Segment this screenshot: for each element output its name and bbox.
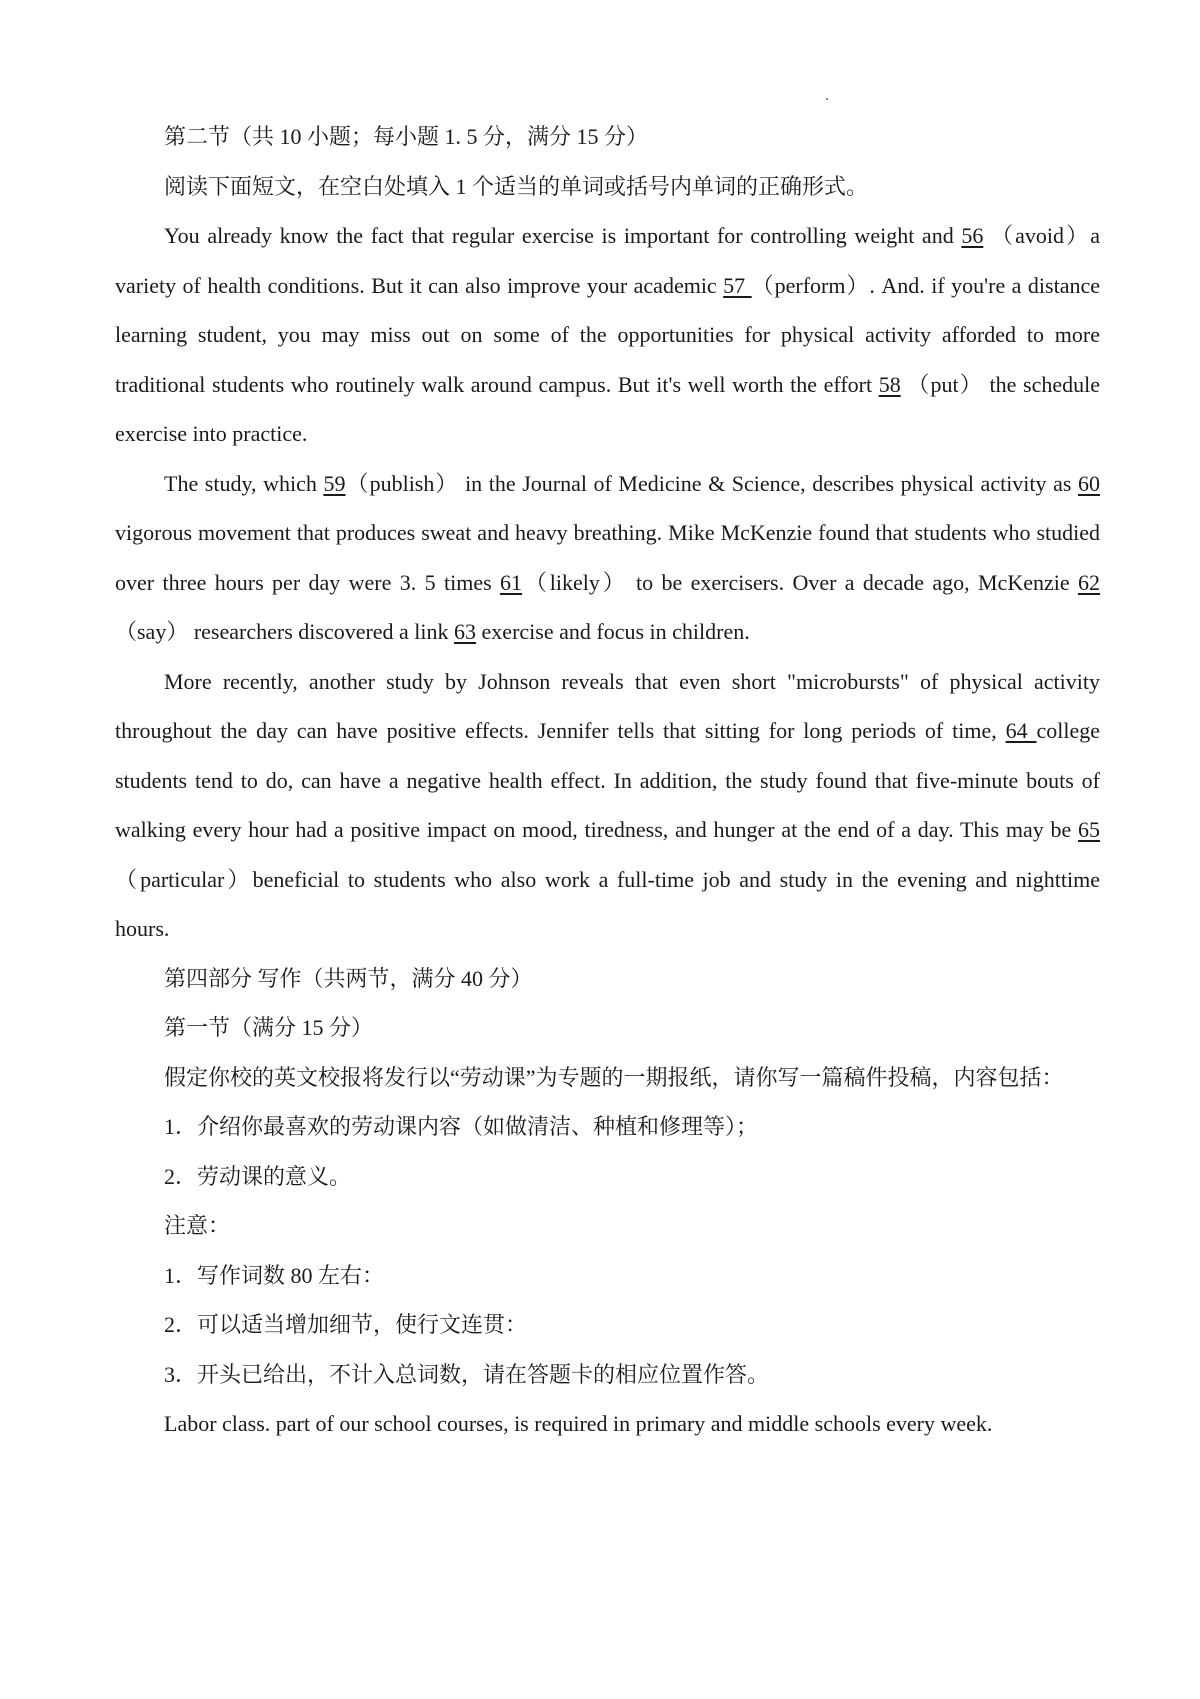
section1-heading: 第一节（满分 15 分） bbox=[164, 1015, 374, 1040]
blank-56: 56 bbox=[961, 223, 984, 248]
passage-paragraph-1 bbox=[115, 211, 1100, 459]
passage-paragraph-3 bbox=[115, 657, 1100, 954]
stray-dot bbox=[826, 98, 828, 100]
blank-58: 58 bbox=[878, 371, 901, 397]
text-run: exercise and focus in children. bbox=[476, 619, 750, 644]
text-run: （perform）. And. if you're a distance learning student, you may miss out on some of the opportunities for physical activity afforded to more traditional students who routinely walk around campus. But it's well worth the effort bbox=[115, 272, 1101, 397]
opening-sentence: Labor class. part of our school courses, is required in primary and middle schools every week. bbox=[164, 1411, 993, 1436]
text-run: vigorous movement that produces sweat and heavy breathing. Mike McKenzie found that students who studied over three hours per day were 3. 5 times bbox=[115, 520, 1100, 595]
blank-62: 62 bbox=[1077, 569, 1100, 595]
blank-65: 65 bbox=[1078, 817, 1100, 842]
blank-63: 63 bbox=[454, 619, 477, 644]
text-run: （likely） to be exercisers. Over a decade ago, McKenzie bbox=[522, 569, 1078, 595]
blank-60: 60 bbox=[1078, 470, 1100, 496]
text-run: More recently, another study by Johnson reveals that even short "microbursts" of physical activity throughout the day can have positive effects. Jennifer tells that sitting for long periods of time, bbox=[115, 668, 1100, 743]
text-run: （say） researchers discovered a link bbox=[115, 619, 455, 644]
text-run: college students tend to do, can have a negative health effect. In addition, the study found that five-minute bouts of walking every hour had a positive impact on mood, tiredness, and hunger at the end of a day. This may be bbox=[115, 718, 1100, 842]
part4-heading: 第四部分 写作（共两节，满分 40 分） bbox=[164, 965, 533, 991]
section2-instruction: 阅读下面短文，在空白处填入 1 个适当的单词或括号内单词的正确形式。 bbox=[164, 173, 869, 199]
text-run: （put） the schedule exercise into practice. bbox=[115, 371, 1100, 446]
blank-64: 64 bbox=[1005, 718, 1037, 743]
blank-57: 57 bbox=[723, 272, 752, 298]
section2-heading: 第二节（共 10 小题；每小题 1. 5 分，满分 15 分） bbox=[164, 124, 649, 149]
text-run: （avoid）a variety of health conditions. But it can also improve your academic bbox=[115, 223, 1100, 298]
text-run: The study, which bbox=[164, 470, 324, 496]
text-run: （particular）beneficial to students who also work a full-time job and study in the evening and nighttime hours. bbox=[115, 866, 1100, 941]
note-1: 1．写作词数 80 左右： bbox=[164, 1262, 385, 1288]
writing-prompt: 假定你校的英文校报将发行以“劳动课”为专题的一期报纸，请你写一篇稿件投稿，内容包括： bbox=[164, 1064, 1064, 1090]
content-item-1: 1．介绍你最喜欢的劳动课内容（如做清洁、种植和修理等）； bbox=[164, 1114, 759, 1139]
blank-59: 59 bbox=[323, 470, 346, 496]
text-run: You already know the fact that regular exercise is important for controlling weight and bbox=[164, 223, 962, 248]
content-item-2: 2．劳动课的意义。 bbox=[164, 1163, 352, 1189]
exam-page bbox=[115, 112, 1100, 1449]
note-3: 3．开头已给出，不计入总词数，请在答题卡的相应位置作答。 bbox=[164, 1361, 770, 1387]
passage-paragraph-2 bbox=[115, 459, 1100, 657]
note-2: 2．可以适当增加细节，使行文连贯： bbox=[164, 1312, 528, 1337]
blank-61: 61 bbox=[500, 569, 523, 595]
notes-label: 注意： bbox=[164, 1213, 231, 1238]
text-run: （publish） in the Journal of Medicine & Science, describes physical activity as bbox=[345, 470, 1078, 496]
